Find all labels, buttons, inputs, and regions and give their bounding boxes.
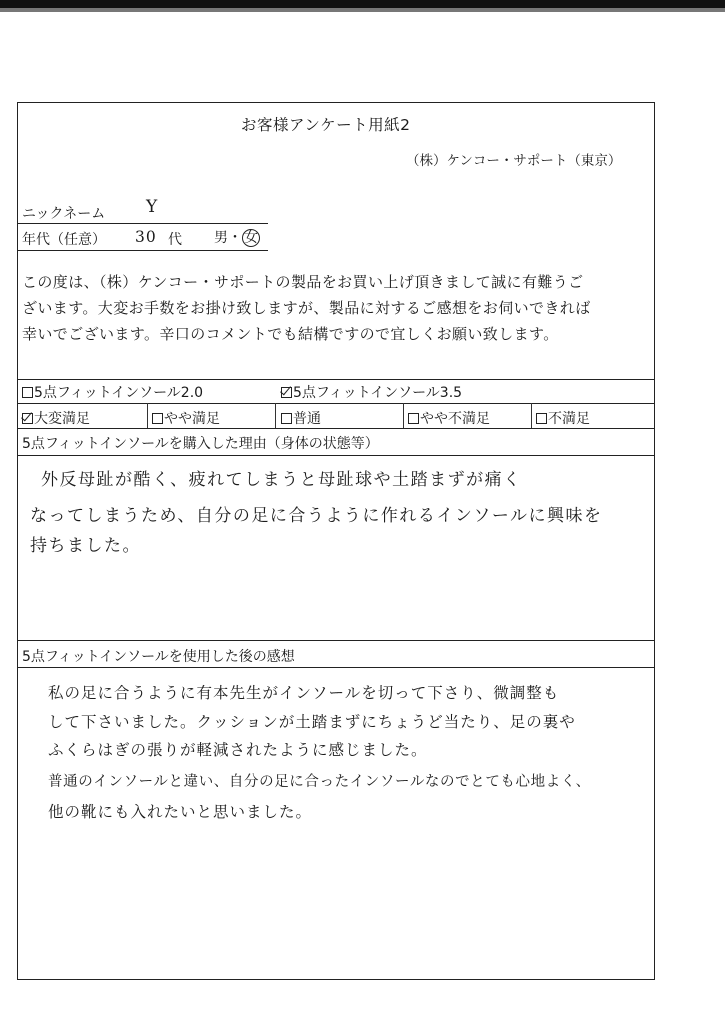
- checkbox-very-satisfied-checked[interactable]: [22, 413, 33, 424]
- checkbox-dissatisfied[interactable]: [536, 413, 547, 424]
- checkbox-product-2-0[interactable]: [22, 387, 33, 398]
- age-underline: [18, 250, 268, 251]
- divider-products-bottom: [18, 403, 654, 404]
- impression-line-1[interactable]: 私の足に合うように有本先生がインソールを切って下さり、微調整も: [48, 684, 560, 702]
- scan-edge-shadow: [0, 8, 725, 12]
- satisfaction-very-satisfied[interactable]: [22, 408, 90, 428]
- product-option-2-0[interactable]: [22, 382, 203, 402]
- age-label: 年代（任意）: [22, 232, 106, 248]
- divider-impression-heading: [18, 667, 654, 668]
- scan-edge-top: [0, 0, 725, 8]
- intro-line-1: この度は、（株）ケンコー・サポートの製品をお買い上げ頂きまして誠に有難うご: [22, 273, 584, 291]
- age-value[interactable]: 30: [135, 228, 157, 246]
- satisfaction-somewhat-dissatisfied[interactable]: [408, 408, 490, 428]
- checkbox-neutral[interactable]: [281, 413, 292, 424]
- divider-satisfaction-bottom: [18, 428, 654, 429]
- nickname-underline: [18, 223, 268, 224]
- satisfaction-label: 大変満足: [34, 411, 90, 427]
- reason-line-2[interactable]: なってしまうため、自分の足に合うように作れるインソールに興味を: [30, 506, 603, 526]
- satisfaction-somewhat-satisfied[interactable]: [152, 408, 220, 428]
- divider-v3: [403, 403, 404, 428]
- impression-line-2[interactable]: して下さいました。クッションが土踏まずにちょうど当たり、足の裏や: [48, 713, 576, 731]
- reason-heading: 5点フィットインソールを購入した理由（身体の状態等）: [22, 436, 379, 452]
- divider-v4: [531, 403, 532, 428]
- divider-v1: [147, 403, 148, 428]
- impression-line-3[interactable]: ふくらはぎの張りが軽減されたように感じました。: [48, 741, 428, 759]
- gender-options[interactable]: [214, 227, 260, 247]
- impression-line-5[interactable]: 他の靴にも入れたいと思いました。: [48, 803, 313, 821]
- impression-heading: 5点フィットインソールを使用した後の感想: [22, 649, 295, 665]
- nickname-value[interactable]: Y: [146, 197, 159, 217]
- intro-line-3: 幸いでございます。辛口のコメントでも結構ですので宜しくお願い致します。: [22, 325, 559, 343]
- product-option-label: 5点フィットインソール2.0: [34, 385, 204, 401]
- satisfaction-label: 不満足: [548, 411, 590, 427]
- divider-v2: [275, 403, 276, 428]
- checkbox-product-3-5-checked[interactable]: [281, 387, 292, 398]
- gender-male[interactable]: 男: [214, 230, 228, 246]
- nickname-label: ニックネーム: [22, 206, 106, 222]
- satisfaction-label: やや満足: [164, 411, 220, 427]
- satisfaction-neutral[interactable]: [281, 408, 321, 428]
- company-name: （株）ケンコー・サポート（東京）: [406, 153, 622, 169]
- checkbox-somewhat-dissatisfied[interactable]: [408, 413, 419, 424]
- reason-line-1[interactable]: 外反母趾が酷く、疲れてしまうと母趾球や土踏まずが痛く: [41, 470, 522, 490]
- satisfaction-label: 普通: [293, 411, 321, 427]
- reason-line-3[interactable]: 持ちました。: [30, 536, 141, 556]
- checkbox-somewhat-satisfied[interactable]: [152, 413, 163, 424]
- age-unit: 代: [168, 232, 182, 248]
- product-option-label: 5点フィットインソール3.5: [293, 385, 463, 401]
- divider-products-top: [18, 379, 654, 380]
- gender-female-selected[interactable]: 女: [244, 230, 258, 246]
- form-title: お客様アンケート用紙2: [241, 116, 411, 134]
- intro-line-2: ざいます。大変お手数をお掛け致しますが、製品に対するご感想をお伺いできれば: [22, 299, 591, 317]
- divider-impression-top: [18, 640, 654, 641]
- divider-reason-heading: [18, 455, 654, 456]
- survey-form: [17, 102, 655, 980]
- satisfaction-dissatisfied[interactable]: [536, 408, 590, 428]
- product-option-3-5[interactable]: [281, 382, 462, 402]
- impression-line-4[interactable]: 普通のインソールと違い、自分の足に合ったインソールなのでとても心地よく、: [48, 774, 591, 790]
- gender-separator: ・: [228, 230, 242, 246]
- satisfaction-label: やや不満足: [420, 411, 490, 427]
